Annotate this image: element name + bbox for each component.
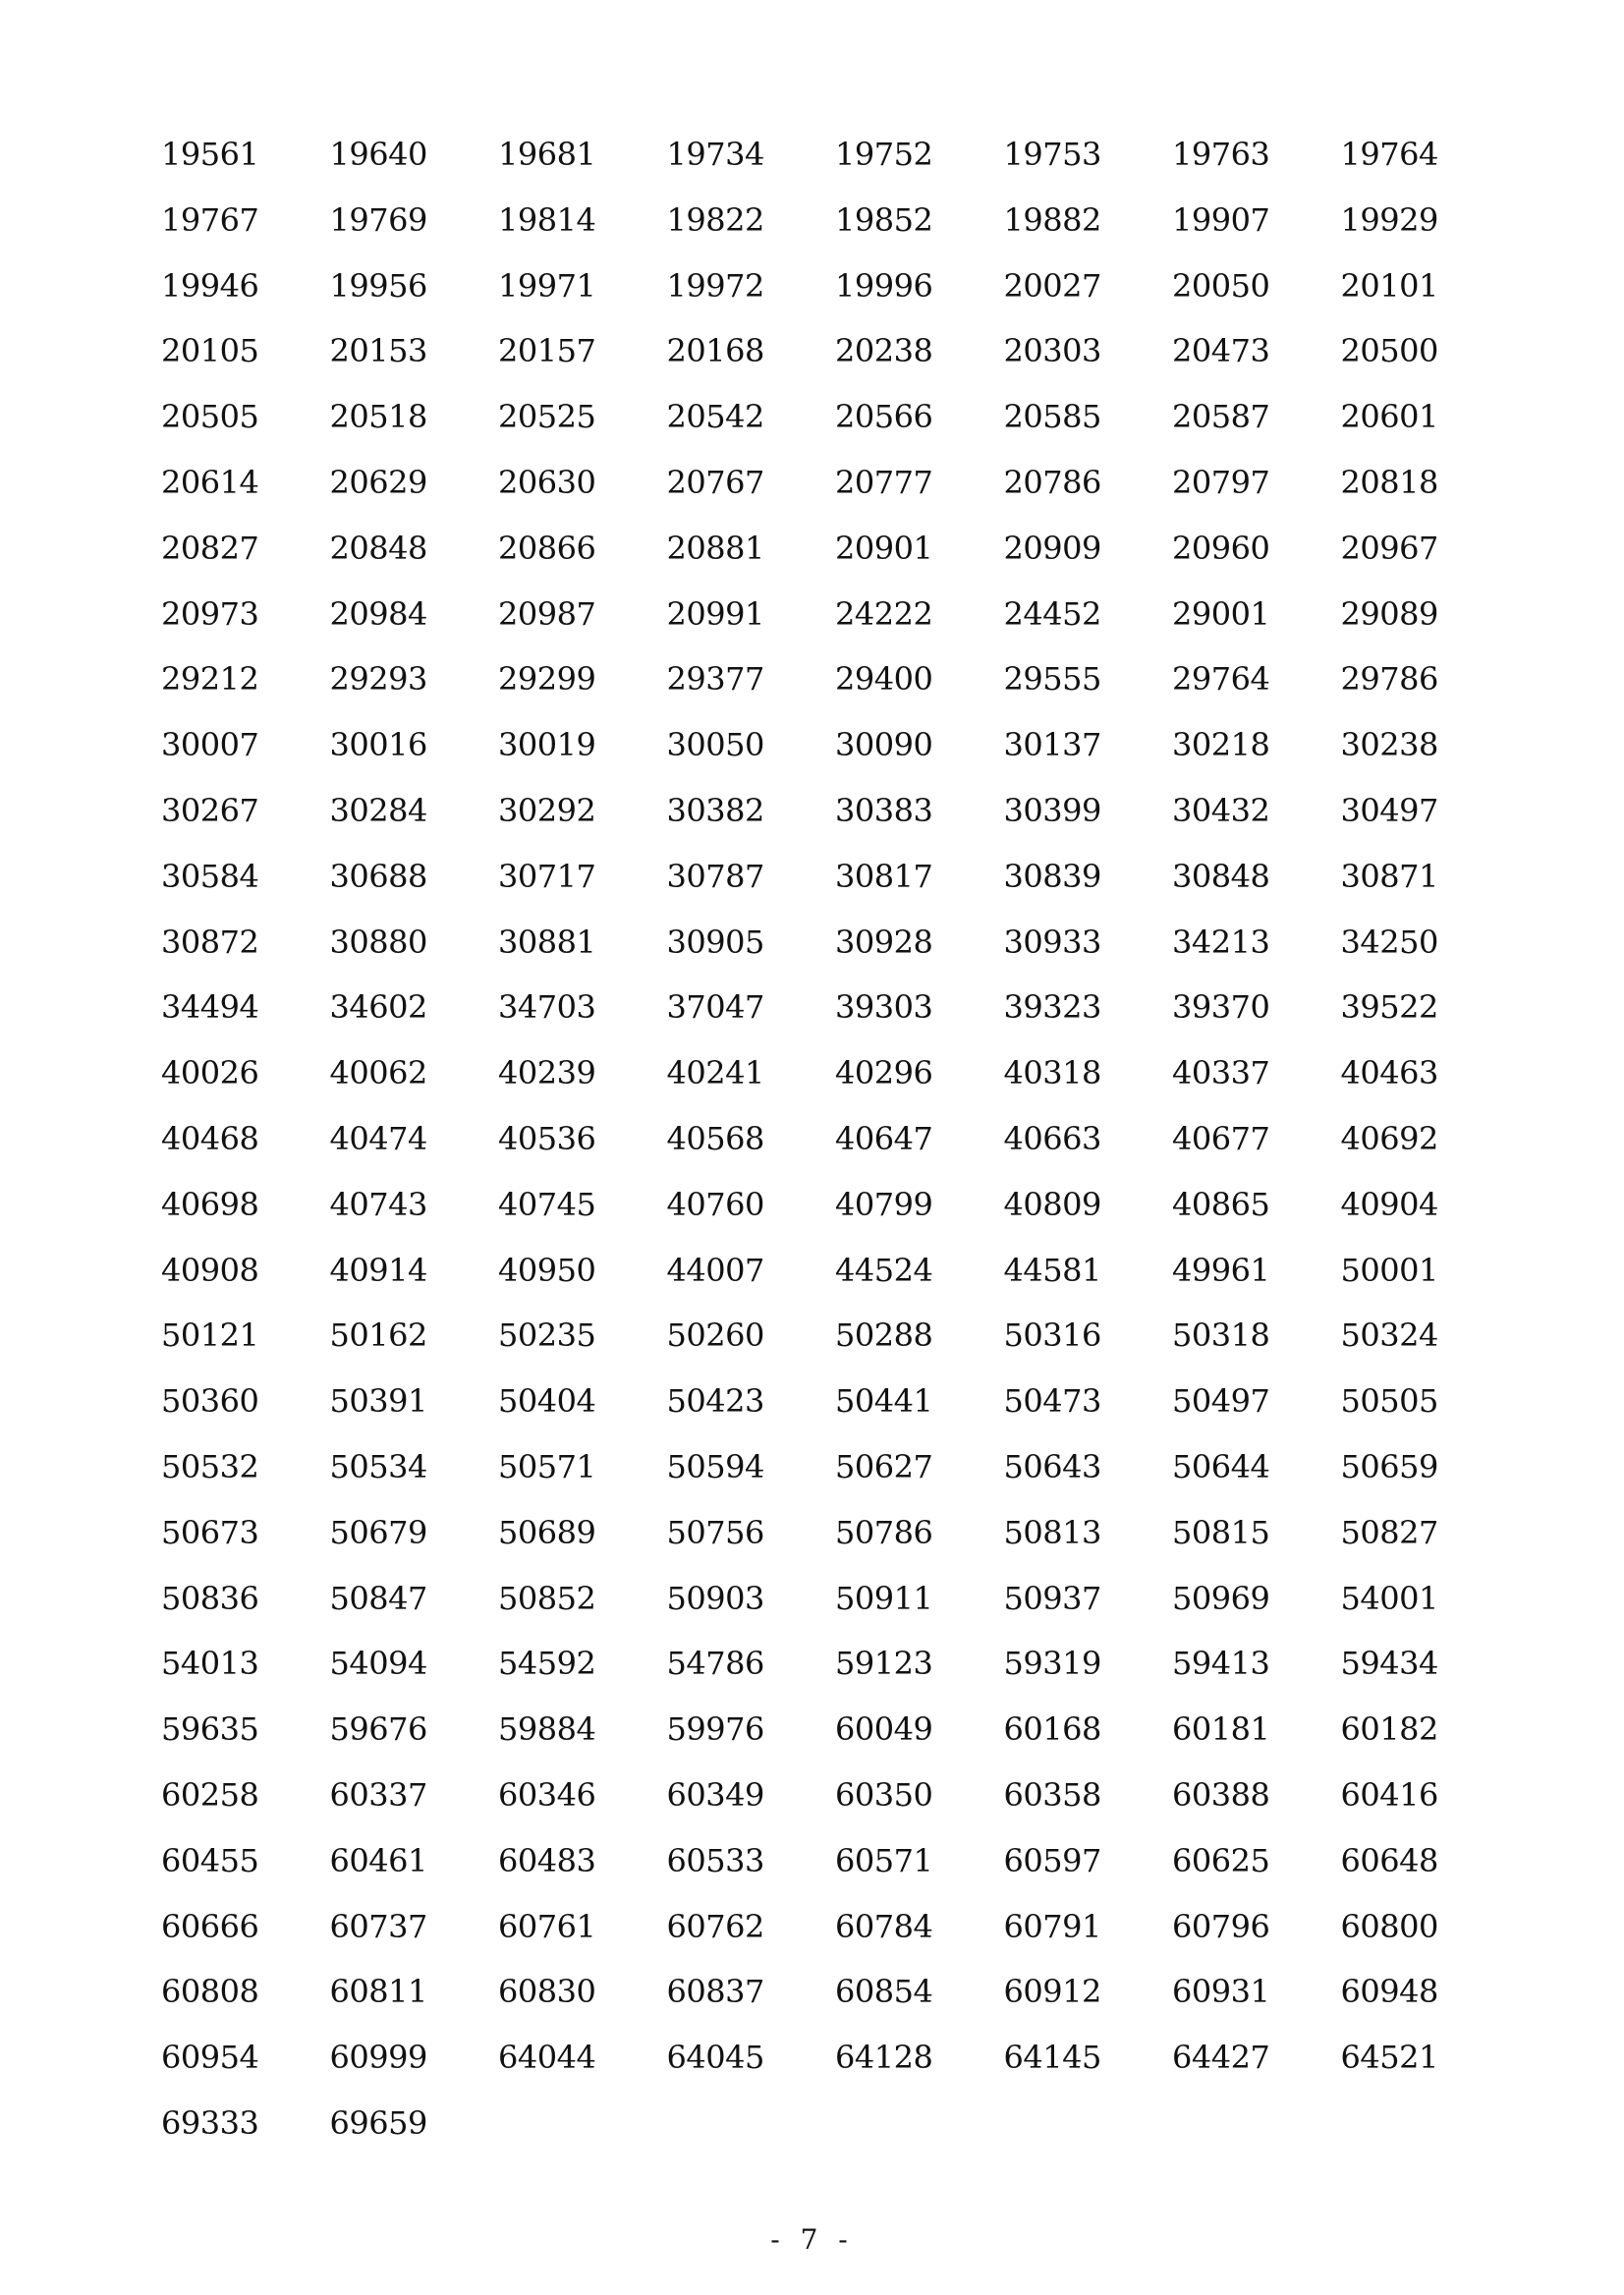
- number-entry: 19852: [835, 200, 933, 239]
- number-entry: 29764: [1172, 660, 1270, 699]
- number-entry: 60350: [835, 1775, 933, 1814]
- number-entry: 59635: [161, 1710, 259, 1749]
- number-entry: 40568: [666, 1119, 764, 1157]
- number-entry: 39323: [1003, 988, 1101, 1027]
- number-entry: 20827: [161, 529, 259, 567]
- number-entry: 20881: [666, 529, 764, 567]
- number-entry: 60597: [1003, 1841, 1101, 1879]
- number-entry: 19561: [161, 136, 259, 173]
- number-entry: 30880: [329, 923, 427, 961]
- number-entry: 30928: [835, 923, 933, 961]
- number-entry: 50316: [1003, 1316, 1101, 1355]
- number-entry: 20500: [1340, 332, 1438, 370]
- number-entry: 40760: [666, 1185, 764, 1223]
- number-entry: 29212: [161, 660, 259, 699]
- number-entry: 19640: [329, 136, 427, 173]
- number-entry: 50847: [329, 1579, 427, 1617]
- number-entry: 60337: [329, 1775, 427, 1814]
- number-entry: 30050: [666, 726, 764, 764]
- number-entry: 30090: [835, 726, 933, 764]
- number-entry: 19956: [329, 266, 427, 305]
- number-entry: 20101: [1340, 266, 1438, 305]
- number-entry: 20105: [161, 332, 259, 370]
- number-entry: 19734: [666, 136, 764, 173]
- number-entry: 60796: [1172, 1907, 1270, 1945]
- number-entry: 20601: [1340, 398, 1438, 436]
- number-entry: 20157: [498, 332, 596, 370]
- number-entry: 20542: [666, 398, 764, 436]
- number-entry: 54094: [329, 1645, 427, 1683]
- number-entry: 60349: [666, 1775, 764, 1814]
- number-entry: 59413: [1172, 1645, 1270, 1683]
- number-entry: 20505: [161, 398, 259, 436]
- number-entry: 40241: [666, 1054, 764, 1092]
- number-entry: 40663: [1003, 1119, 1101, 1157]
- number-entry: 19764: [1340, 136, 1438, 173]
- number-entry: 30238: [1340, 726, 1438, 764]
- number-entry: 30382: [666, 791, 764, 829]
- number-entry: 60455: [161, 1841, 259, 1879]
- number-entry: 50360: [161, 1382, 259, 1421]
- number-entry: 60737: [329, 1907, 427, 1945]
- number-entry: 50969: [1172, 1579, 1270, 1617]
- number-entry: 54013: [161, 1645, 259, 1683]
- number-entry: 69659: [329, 2103, 427, 2142]
- number-entry: 50815: [1172, 1513, 1270, 1551]
- number-entry: 64044: [498, 2039, 596, 2077]
- number-entry: 34602: [329, 988, 427, 1027]
- number-entry: 30787: [666, 857, 764, 895]
- number-entry: 64427: [1172, 2039, 1270, 2077]
- number-entry: 50497: [1172, 1382, 1270, 1421]
- number-entry: 30871: [1340, 857, 1438, 895]
- number-entry: 50260: [666, 1316, 764, 1355]
- number-entry: 44581: [1003, 1251, 1101, 1289]
- number-entry: 60931: [1172, 1973, 1270, 2011]
- number-entry: 39522: [1340, 988, 1438, 1027]
- number-entry: 20168: [666, 332, 764, 370]
- number-entry: 20991: [666, 594, 764, 633]
- number-entry: 20027: [1003, 266, 1101, 305]
- number-list: [161, 130, 1509, 2164]
- number-entry: 54786: [666, 1645, 764, 1683]
- number-entry: 29377: [666, 660, 764, 699]
- number-entry: 40474: [329, 1119, 427, 1157]
- number-entry: 50404: [498, 1382, 596, 1421]
- number-entry: 60854: [835, 1973, 933, 2011]
- number-entry: 54001: [1340, 1579, 1438, 1617]
- number-entry: 20050: [1172, 266, 1270, 305]
- number-entry: 50627: [835, 1447, 933, 1485]
- number-entry: 50937: [1003, 1579, 1101, 1617]
- number-entry: 20901: [835, 529, 933, 567]
- number-entry: 30905: [666, 923, 764, 961]
- number-entry: 50673: [161, 1513, 259, 1551]
- number-entry: 40647: [835, 1119, 933, 1157]
- number-entry: 20767: [666, 463, 764, 501]
- number-entry: 29299: [498, 660, 596, 699]
- number-entry: 20848: [329, 529, 427, 567]
- number-entry: 20614: [161, 463, 259, 501]
- number-entry: 20973: [161, 594, 259, 633]
- number-entry: 60811: [329, 1973, 427, 2011]
- number-entry: 50423: [666, 1382, 764, 1421]
- number-entry: 50288: [835, 1316, 933, 1355]
- number-entry: 50786: [835, 1513, 933, 1551]
- number-entry: 59884: [498, 1710, 596, 1749]
- number-entry: 50643: [1003, 1447, 1101, 1485]
- number-entry: 20473: [1172, 332, 1270, 370]
- number-entry: 50001: [1340, 1251, 1438, 1289]
- number-entry: 20866: [498, 529, 596, 567]
- number-entry: 34703: [498, 988, 596, 1027]
- number-entry: 40692: [1340, 1119, 1438, 1157]
- number-entry: 30717: [498, 857, 596, 895]
- number-entry: 40337: [1172, 1054, 1270, 1092]
- number-entry: 19907: [1172, 200, 1270, 239]
- number-entry: 30839: [1003, 857, 1101, 895]
- number-entry: 50121: [161, 1316, 259, 1355]
- number-entry: 30218: [1172, 726, 1270, 764]
- number-entry: 60912: [1003, 1973, 1101, 2011]
- number-entry: 20786: [1003, 463, 1101, 501]
- number-entry: 30497: [1340, 791, 1438, 829]
- number-entry: 20777: [835, 463, 933, 501]
- number-entry: 29001: [1172, 594, 1270, 633]
- number-entry: 60784: [835, 1907, 933, 1945]
- number-entry: 59676: [329, 1710, 427, 1749]
- number-entry: 20630: [498, 463, 596, 501]
- number-entry: 64145: [1003, 2039, 1101, 2077]
- number-entry: 19822: [666, 200, 764, 239]
- number-entry: 30432: [1172, 791, 1270, 829]
- number-entry: 40908: [161, 1251, 259, 1289]
- number-entry: 30817: [835, 857, 933, 895]
- number-entry: 40865: [1172, 1185, 1270, 1223]
- number-entry: 50318: [1172, 1316, 1270, 1355]
- number-entry: 30019: [498, 726, 596, 764]
- number-entry: 29089: [1340, 594, 1438, 633]
- number-entry: 44007: [666, 1251, 764, 1289]
- number-entry: 20238: [835, 332, 933, 370]
- number-entry: 20797: [1172, 463, 1270, 501]
- number-entry: 20967: [1340, 529, 1438, 567]
- number-entry: 40468: [161, 1119, 259, 1157]
- number-entry: 50473: [1003, 1382, 1101, 1421]
- number-entry: 60761: [498, 1907, 596, 1945]
- number-entry: 50911: [835, 1579, 933, 1617]
- number-entry: 64521: [1340, 2039, 1438, 2077]
- number-entry: 50689: [498, 1513, 596, 1551]
- number-entry: 19763: [1172, 136, 1270, 173]
- number-entry: 30284: [329, 791, 427, 829]
- number-entry: 50679: [329, 1513, 427, 1551]
- page-number: - 7 -: [770, 2223, 854, 2256]
- number-entry: 60533: [666, 1841, 764, 1879]
- number-entry: 40677: [1172, 1119, 1270, 1157]
- number-entry: 20960: [1172, 529, 1270, 567]
- number-entry: 20303: [1003, 332, 1101, 370]
- number-entry: 40950: [498, 1251, 596, 1289]
- number-entry: 69333: [161, 2103, 259, 2142]
- number-entry: 50162: [329, 1316, 427, 1355]
- number-entry: 20566: [835, 398, 933, 436]
- number-entry: 50827: [1340, 1513, 1438, 1551]
- number-entry: 29400: [835, 660, 933, 699]
- number-entry: 60168: [1003, 1710, 1101, 1749]
- number-entry: 40698: [161, 1185, 259, 1223]
- number-entry: 30399: [1003, 791, 1101, 829]
- number-entry: 60762: [666, 1907, 764, 1945]
- number-entry: 50235: [498, 1316, 596, 1355]
- number-entry: 64128: [835, 2039, 933, 2077]
- number-entry: 19929: [1340, 200, 1438, 239]
- number-entry: 19681: [498, 136, 596, 173]
- number-entry: 29555: [1003, 660, 1101, 699]
- number-entry: 30137: [1003, 726, 1101, 764]
- number-entry: 60483: [498, 1841, 596, 1879]
- number-entry: 50532: [161, 1447, 259, 1485]
- number-entry: 60358: [1003, 1775, 1101, 1814]
- number-entry: 40318: [1003, 1054, 1101, 1092]
- number-entry: 59434: [1340, 1645, 1438, 1683]
- number-entry: 40809: [1003, 1185, 1101, 1223]
- number-entry: 59976: [666, 1710, 764, 1749]
- number-entry: 60388: [1172, 1775, 1270, 1814]
- number-entry: 44524: [835, 1251, 933, 1289]
- number-entry: 19971: [498, 266, 596, 305]
- number-entry: 50571: [498, 1447, 596, 1485]
- number-entry: 60461: [329, 1841, 427, 1879]
- number-entry: 50391: [329, 1382, 427, 1421]
- number-entry: 30383: [835, 791, 933, 829]
- number-entry: 20629: [329, 463, 427, 501]
- number-entry: 50441: [835, 1382, 933, 1421]
- number-entry: 40463: [1340, 1054, 1438, 1092]
- number-entry: 64045: [666, 2039, 764, 2077]
- number-entry: 40536: [498, 1119, 596, 1157]
- number-entry: 60837: [666, 1973, 764, 2011]
- number-entry: 50644: [1172, 1447, 1270, 1485]
- number-entry: 19946: [161, 266, 259, 305]
- number-entry: 60666: [161, 1907, 259, 1945]
- number-entry: 60416: [1340, 1775, 1438, 1814]
- number-entry: 30872: [161, 923, 259, 961]
- number-entry: 30267: [161, 791, 259, 829]
- number-entry: 20585: [1003, 398, 1101, 436]
- number-entry: 24452: [1003, 594, 1101, 633]
- number-entry: 20518: [329, 398, 427, 436]
- number-entry: 30007: [161, 726, 259, 764]
- number-entry: 34250: [1340, 923, 1438, 961]
- number-entry: 60999: [329, 2039, 427, 2077]
- number-entry: 50534: [329, 1447, 427, 1485]
- number-entry: 20987: [498, 594, 596, 633]
- number-entry: 20909: [1003, 529, 1101, 567]
- number-entry: 19972: [666, 266, 764, 305]
- number-entry: 39370: [1172, 988, 1270, 1027]
- number-entry: 50903: [666, 1579, 764, 1617]
- number-entry: 30688: [329, 857, 427, 895]
- number-entry: 60800: [1340, 1907, 1438, 1945]
- number-entry: 34494: [161, 988, 259, 1027]
- number-entry: 39303: [835, 988, 933, 1027]
- number-entry: 19769: [329, 200, 427, 239]
- number-entry: 20587: [1172, 398, 1270, 436]
- number-entry: 40904: [1340, 1185, 1438, 1223]
- number-entry: 19814: [498, 200, 596, 239]
- number-entry: 49961: [1172, 1251, 1270, 1289]
- number-entry: 60258: [161, 1775, 259, 1814]
- number-entry: 40743: [329, 1185, 427, 1223]
- number-entry: 50852: [498, 1579, 596, 1617]
- number-entry: 60181: [1172, 1710, 1270, 1749]
- number-entry: 20818: [1340, 463, 1438, 501]
- number-entry: 40745: [498, 1185, 596, 1223]
- number-entry: 20153: [329, 332, 427, 370]
- number-entry: 40914: [329, 1251, 427, 1289]
- number-entry: 60182: [1340, 1710, 1438, 1749]
- number-entry: 50505: [1340, 1382, 1438, 1421]
- number-entry: 60954: [161, 2039, 259, 2077]
- number-entry: 34213: [1172, 923, 1270, 961]
- number-entry: 19752: [835, 136, 933, 173]
- number-entry: 37047: [666, 988, 764, 1027]
- number-entry: 50813: [1003, 1513, 1101, 1551]
- number-entry: 30292: [498, 791, 596, 829]
- number-entry: 40026: [161, 1054, 259, 1092]
- number-entry: 30016: [329, 726, 427, 764]
- number-entry: 50594: [666, 1447, 764, 1485]
- number-entry: 19767: [161, 200, 259, 239]
- number-entry: 60830: [498, 1973, 596, 2011]
- number-entry: 29293: [329, 660, 427, 699]
- number-entry: 30933: [1003, 923, 1101, 961]
- number-entry: 59123: [835, 1645, 933, 1683]
- number-entry: 60791: [1003, 1907, 1101, 1945]
- number-entry: 20984: [329, 594, 427, 633]
- number-entry: 50836: [161, 1579, 259, 1617]
- number-entry: 59319: [1003, 1645, 1101, 1683]
- number-entry: 30881: [498, 923, 596, 961]
- number-entry: 19996: [835, 266, 933, 305]
- number-entry: 24222: [835, 594, 933, 633]
- number-entry: 19753: [1003, 136, 1101, 173]
- number-entry: 50324: [1340, 1316, 1438, 1355]
- number-entry: 30584: [161, 857, 259, 895]
- number-entry: 40296: [835, 1054, 933, 1092]
- number-entry: 50756: [666, 1513, 764, 1551]
- number-entry: 29786: [1340, 660, 1438, 699]
- number-entry: 40062: [329, 1054, 427, 1092]
- number-entry: 60625: [1172, 1841, 1270, 1879]
- number-entry: 60571: [835, 1841, 933, 1879]
- number-entry: 50659: [1340, 1447, 1438, 1485]
- number-entry: 60346: [498, 1775, 596, 1814]
- number-entry: 60808: [161, 1973, 259, 2011]
- number-entry: 60948: [1340, 1973, 1438, 2011]
- number-entry: 20525: [498, 398, 596, 436]
- number-entry: 19882: [1003, 200, 1101, 239]
- number-entry: 40799: [835, 1185, 933, 1223]
- number-entry: 60648: [1340, 1841, 1438, 1879]
- number-entry: 54592: [498, 1645, 596, 1683]
- number-entry: 60049: [835, 1710, 933, 1749]
- number-entry: 30848: [1172, 857, 1270, 895]
- number-entry: 40239: [498, 1054, 596, 1092]
